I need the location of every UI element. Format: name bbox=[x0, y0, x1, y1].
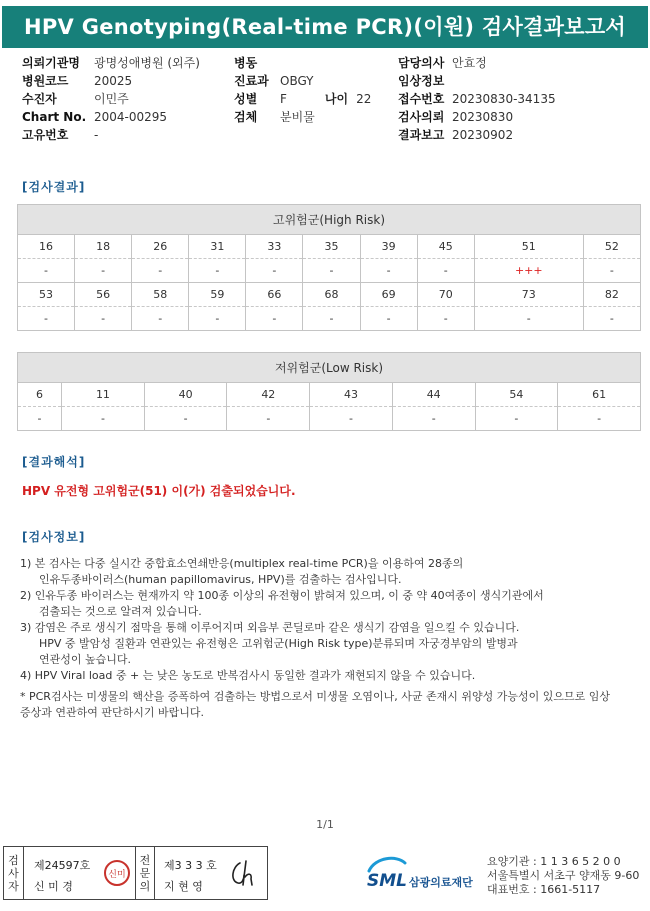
signature-icon bbox=[226, 857, 260, 891]
hpv-type: 59 bbox=[189, 283, 246, 307]
footnote-line: * PCR검사는 미생물의 핵산을 증폭하여 검출하는 방법으로서 미생물 오염이나, 사균 존재시 위양성 가능성이 있으므로 임상 bbox=[20, 690, 610, 703]
examiner-label-char: 자 bbox=[8, 879, 19, 893]
org-name: 삼광의료재단 bbox=[409, 876, 473, 889]
hpv-type: 16 bbox=[18, 235, 75, 259]
contact-line: 요양기관 : 1 1 3 6 5 2 0 0 bbox=[487, 855, 621, 868]
info-value: 분비물 bbox=[280, 110, 315, 124]
info-row-clinical-info bbox=[398, 72, 556, 90]
specialist-label-char: 문 bbox=[139, 866, 151, 880]
specialist-name: 지 현 영 bbox=[164, 880, 203, 893]
hpv-result: - bbox=[18, 407, 62, 431]
info-value: F bbox=[280, 92, 287, 106]
hpv-result: - bbox=[417, 259, 474, 283]
contact-line: 대표번호 : 1661-5117 bbox=[487, 883, 601, 896]
info-row-department bbox=[234, 72, 371, 90]
high-risk-header: 고위험군(High Risk) bbox=[18, 205, 641, 235]
hpv-result: - bbox=[583, 307, 640, 331]
info-label: Chart No. bbox=[22, 110, 87, 124]
hpv-result: - bbox=[189, 307, 246, 331]
info-label: 병동 bbox=[234, 56, 258, 70]
hpv-type: 58 bbox=[132, 283, 189, 307]
section-title-info: [검사정보] bbox=[22, 530, 86, 544]
info-row-sex-age bbox=[234, 90, 371, 108]
hpv-type: 35 bbox=[303, 235, 360, 259]
hpv-result: - bbox=[392, 407, 475, 431]
hpv-result: - bbox=[360, 307, 417, 331]
info-value: 안효정 bbox=[452, 56, 487, 70]
info-value: 광명성애병원 (외주) bbox=[94, 56, 200, 70]
hpv-type: 42 bbox=[227, 383, 310, 407]
hpv-type: 39 bbox=[360, 235, 417, 259]
hpv-type: 69 bbox=[360, 283, 417, 307]
report-title: HPV Genotyping(Real-time PCR)(이원) 검사결과보고서 bbox=[2, 6, 648, 48]
examiner-label bbox=[4, 847, 24, 899]
examiner-name: 신 미 경 bbox=[34, 880, 73, 893]
hpv-type: 33 bbox=[246, 235, 303, 259]
hpv-type: 52 bbox=[583, 235, 640, 259]
info-value: 20230830 bbox=[452, 110, 514, 124]
age-label: 나이 bbox=[324, 92, 349, 106]
info-label: 고유번호 bbox=[22, 128, 69, 142]
hpv-result: - bbox=[246, 259, 303, 283]
info-value: 이민주 bbox=[94, 92, 129, 106]
note-line: 연관성이 높습니다. bbox=[39, 653, 132, 666]
section-title-result: [검사결과] bbox=[22, 180, 86, 194]
info-row-report-date bbox=[398, 126, 556, 144]
type-row bbox=[18, 383, 641, 407]
patient-info-col2 bbox=[234, 54, 371, 126]
hpv-result: - bbox=[132, 307, 189, 331]
page-number: 1/1 bbox=[316, 818, 334, 831]
footnote-line: 증상과 연관하여 판단하시기 바랍니다. bbox=[20, 706, 205, 719]
contact-info bbox=[487, 855, 639, 897]
hpv-result: - bbox=[75, 307, 132, 331]
examiner-license: 제24597호 bbox=[34, 859, 91, 872]
hpv-type: 26 bbox=[132, 235, 189, 259]
low-risk-header: 저위험군(Low Risk) bbox=[18, 353, 641, 383]
hpv-type: 40 bbox=[144, 383, 227, 407]
hpv-type: 45 bbox=[417, 235, 474, 259]
info-label: 진료과 bbox=[234, 74, 269, 88]
interpretation-text: HPV 유전형 고위험군(51) 이(가) 검출되었습니다. bbox=[22, 484, 296, 498]
hpv-result: - bbox=[303, 259, 360, 283]
info-label: 결과보고 bbox=[398, 128, 445, 142]
note-line: 2) 인유두종 바이러스는 현재까지 약 100종 이상의 유전형이 밝혀져 있으며, 이 중 약 40여종이 생식기관에서 bbox=[20, 589, 544, 602]
type-row bbox=[18, 283, 641, 307]
hpv-result: - bbox=[189, 259, 246, 283]
hpv-result: - bbox=[18, 307, 75, 331]
patient-info-col1 bbox=[22, 54, 200, 144]
info-row-patient bbox=[22, 90, 200, 108]
specialist-license: 제3 3 3 호 bbox=[164, 859, 217, 872]
seal-text: 신미 bbox=[108, 869, 126, 880]
info-row-doctor bbox=[398, 54, 556, 72]
hpv-result: - bbox=[18, 259, 75, 283]
info-label: 병원코드 bbox=[22, 74, 69, 88]
hpv-result: - bbox=[360, 259, 417, 283]
examiner-label-char: 검 bbox=[8, 853, 19, 867]
hpv-result: - bbox=[246, 307, 303, 331]
info-row-receipt-no bbox=[398, 90, 556, 108]
low-risk-table bbox=[17, 352, 641, 431]
hpv-type: 56 bbox=[75, 283, 132, 307]
info-row-chart-no bbox=[22, 108, 200, 126]
note-line: 검출되는 것으로 알려져 있습니다. bbox=[39, 605, 202, 618]
hpv-result: - bbox=[558, 407, 641, 431]
contact-line: 서울특별시 서초구 양재동 9-60 bbox=[487, 869, 640, 882]
note-line: 인유두종바이러스(human papillomavirus, HPV)를 검출하는 검사입니다. bbox=[39, 573, 402, 586]
hpv-result: - bbox=[583, 259, 640, 283]
info-value: - bbox=[94, 128, 99, 142]
info-label: 접수번호 bbox=[398, 92, 445, 106]
hpv-result: - bbox=[132, 259, 189, 283]
info-label: 의뢰기관명 bbox=[22, 56, 80, 70]
hpv-result: - bbox=[474, 307, 583, 331]
info-label: 수진자 bbox=[22, 92, 57, 106]
info-row-specimen bbox=[234, 108, 371, 126]
note-line: HPV 중 발암성 질환과 연관있는 유전형은 고위험군(High Risk type)분류되며 자궁경부암의 발병과 bbox=[39, 637, 518, 650]
hpv-type: 53 bbox=[18, 283, 75, 307]
hpv-type: 61 bbox=[558, 383, 641, 407]
hpv-result: - bbox=[62, 407, 145, 431]
high-risk-table bbox=[17, 204, 641, 331]
specialist-label-char: 의 bbox=[139, 879, 151, 893]
section-title-interpretation: [결과해석] bbox=[22, 455, 86, 469]
info-value: OBGY bbox=[280, 74, 314, 88]
specialist-label bbox=[135, 847, 155, 899]
hpv-type: 31 bbox=[189, 235, 246, 259]
hpv-type: 73 bbox=[474, 283, 583, 307]
hpv-type: 68 bbox=[303, 283, 360, 307]
hpv-type: 51 bbox=[474, 235, 583, 259]
hpv-result-positive: +++ bbox=[474, 259, 583, 283]
specialist-label-char: 전 bbox=[139, 853, 151, 867]
note-line: 3) 감염은 주로 생식기 점막을 통해 이루어지며 외음부 콘딜로마 같은 생식기 감염을 일으킬 수 있습니다. bbox=[20, 621, 520, 634]
hpv-type: 54 bbox=[475, 383, 558, 407]
info-label: 담당의사 bbox=[398, 56, 445, 70]
test-info-notes bbox=[20, 556, 620, 721]
info-label: 검체 bbox=[234, 110, 258, 124]
hpv-result: - bbox=[227, 407, 310, 431]
hpv-result: - bbox=[475, 407, 558, 431]
info-label: 성별 bbox=[234, 92, 258, 106]
info-row-hospital bbox=[22, 54, 200, 72]
info-value: 20230902 bbox=[452, 128, 514, 142]
note-line: 1) 본 검사는 다중 실시간 중합효소연쇄반응(multiplex real-time PCR)을 이용하여 28종의 bbox=[20, 557, 464, 570]
examiner-label-char: 사 bbox=[8, 866, 19, 880]
signature-box bbox=[3, 846, 268, 900]
hpv-type: 11 bbox=[62, 383, 145, 407]
examiner-seal-icon bbox=[104, 860, 130, 886]
info-row-unique-no bbox=[22, 126, 200, 144]
hpv-type: 66 bbox=[246, 283, 303, 307]
type-row bbox=[18, 235, 641, 259]
hpv-type: 44 bbox=[392, 383, 475, 407]
info-value: 2004-00295 bbox=[94, 110, 168, 124]
hpv-type: 70 bbox=[417, 283, 474, 307]
note-line: 4) HPV Viral load 중 + 는 낮은 농도로 반복검사시 동일한 결과가 재현되지 않을 수 있습니다. bbox=[20, 669, 476, 682]
result-row bbox=[18, 259, 641, 283]
info-label: 임상정보 bbox=[398, 74, 445, 88]
hpv-result: - bbox=[144, 407, 227, 431]
info-row-ward bbox=[234, 54, 371, 72]
hpv-type: 82 bbox=[583, 283, 640, 307]
hpv-result: - bbox=[417, 307, 474, 331]
info-row-hospital-code bbox=[22, 72, 200, 90]
info-label: 검사의뢰 bbox=[398, 110, 445, 124]
result-row bbox=[18, 307, 641, 331]
info-value: 20025 bbox=[94, 74, 133, 88]
info-value: 20230830-34135 bbox=[452, 92, 556, 106]
hpv-result: - bbox=[303, 307, 360, 331]
hpv-result: - bbox=[310, 407, 393, 431]
hpv-type: 43 bbox=[310, 383, 393, 407]
patient-info-col3 bbox=[398, 54, 556, 144]
result-row bbox=[18, 407, 641, 431]
hpv-type: 6 bbox=[18, 383, 62, 407]
age-value: 22 bbox=[356, 92, 372, 106]
hpv-type: 18 bbox=[75, 235, 132, 259]
logo-mark: SML bbox=[367, 871, 407, 891]
hpv-result: - bbox=[75, 259, 132, 283]
info-row-request-date bbox=[398, 108, 556, 126]
